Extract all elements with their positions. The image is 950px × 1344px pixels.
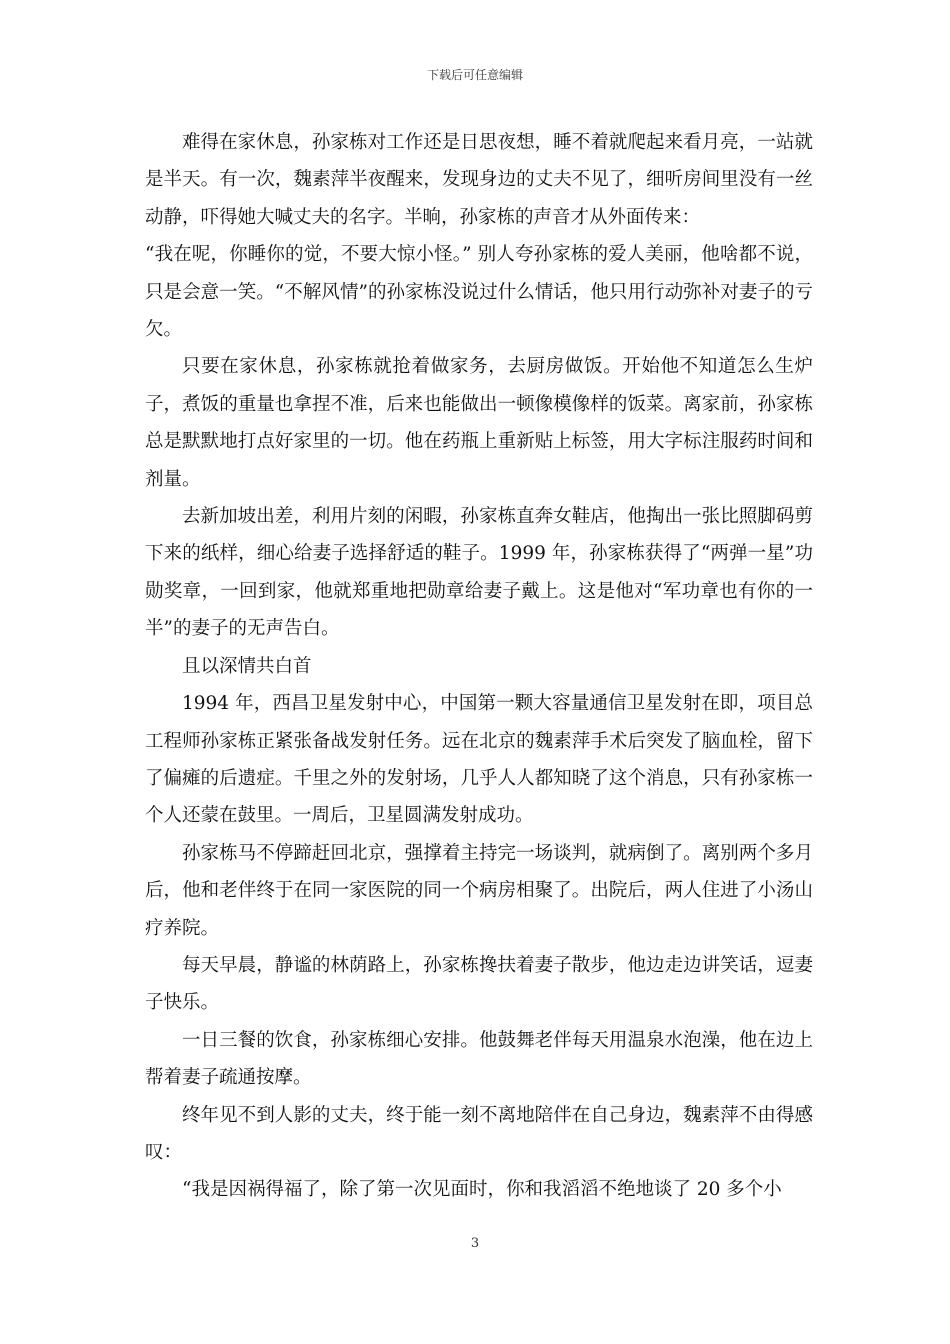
paragraph: “我在呢，你睡你的觉，不要大惊小怪。” 别人夸孙家栋的爱人美丽，他啥都不说，只是会意一笑。“不解风情”的孙家栋没说过什么情话，他只用行动弥补对妻子的亏欠。: [145, 244, 813, 341]
paragraph: 终年见不到人影的丈夫，终于能一刻不离地陪伴在自己身边，魏素萍不由得感叹：: [145, 1104, 813, 1163]
paragraph: “我是因祸得福了，除了第一次见面时，你和我滔滔不绝地谈了 20 多个小: [182, 1179, 782, 1201]
paragraph: 每天早晨，静谧的林荫路上，孙家栋搀扶着妻子散步，他边走边讲笑话，逗妻子快乐。: [145, 954, 813, 1014]
section-heading: 且以深情共白首: [182, 655, 312, 677]
paragraph: 只要在家休息，孙家栋就抢着做家务，去厨房做饭。开始他不知道怎么生炉子，煮饭的重量也拿捏不准，后来也能做出一顿像模像样的饭菜。离家前，孙家栋总是默默地打点好家里的一切。他在药瓶上重新贴上标签，用大字标注服药时间和剂量。: [145, 356, 813, 490]
paragraph: 去新加坡出差，利用片刻的闲暇，孙家栋直奔女鞋店，他掏出一张比照脚码剪下来的纸样，细心给妻子选择舒适的鞋子。1999 年，孙家栋获得了“两弹一星”功勋奖章，一回到家，他就郑重地把勋章给妻子戴上。这是他对“军功章也有你的一半”的妻子的无声告白。: [145, 506, 813, 640]
paragraph: 难得在家休息，孙家栋对工作还是日思夜想，睡不着就爬起来看月亮，一站就是半天。有一次，魏素萍半夜醒来，发现身边的丈夫不见了，细听房间里没有一丝动静，吓得她大喊丈夫的名字。半晌，孙家栋的声音才从外面传来：: [145, 132, 813, 228]
paragraph: 孙家栋马不停蹄赶回北京，强撑着主持完一场谈判，就病倒了。离别两个多月后，他和老伴终于在同一家医院的同一个病房相聚了。出院后，两人住进了小汤山疗养院。: [145, 842, 813, 939]
paragraph: 1994 年，西昌卫星发射中心，中国第一颗大容量通信卫星发射在即，项目总工程师孙家栋正紧张备战发射任务。远在北京的魏素萍手术后突发了脑血栓，留下了偏瘫的后遗症。千里之外的发射场，几乎人人都知晓了这个消息，只有孙家栋一个人还蒙在鼓里。一周后，卫星圆满发射成功。: [145, 693, 813, 827]
document-body: [145, 124, 813, 1209]
paragraph: 一日三餐的饮食，孙家栋细心安排。他鼓舞老伴每天用温泉水泡澡，他在边上帮着妻子疏通按摩。: [145, 1029, 813, 1089]
page-header-note: 下载后可任意编辑: [426, 68, 523, 82]
page-number: 3: [470, 1236, 480, 1251]
